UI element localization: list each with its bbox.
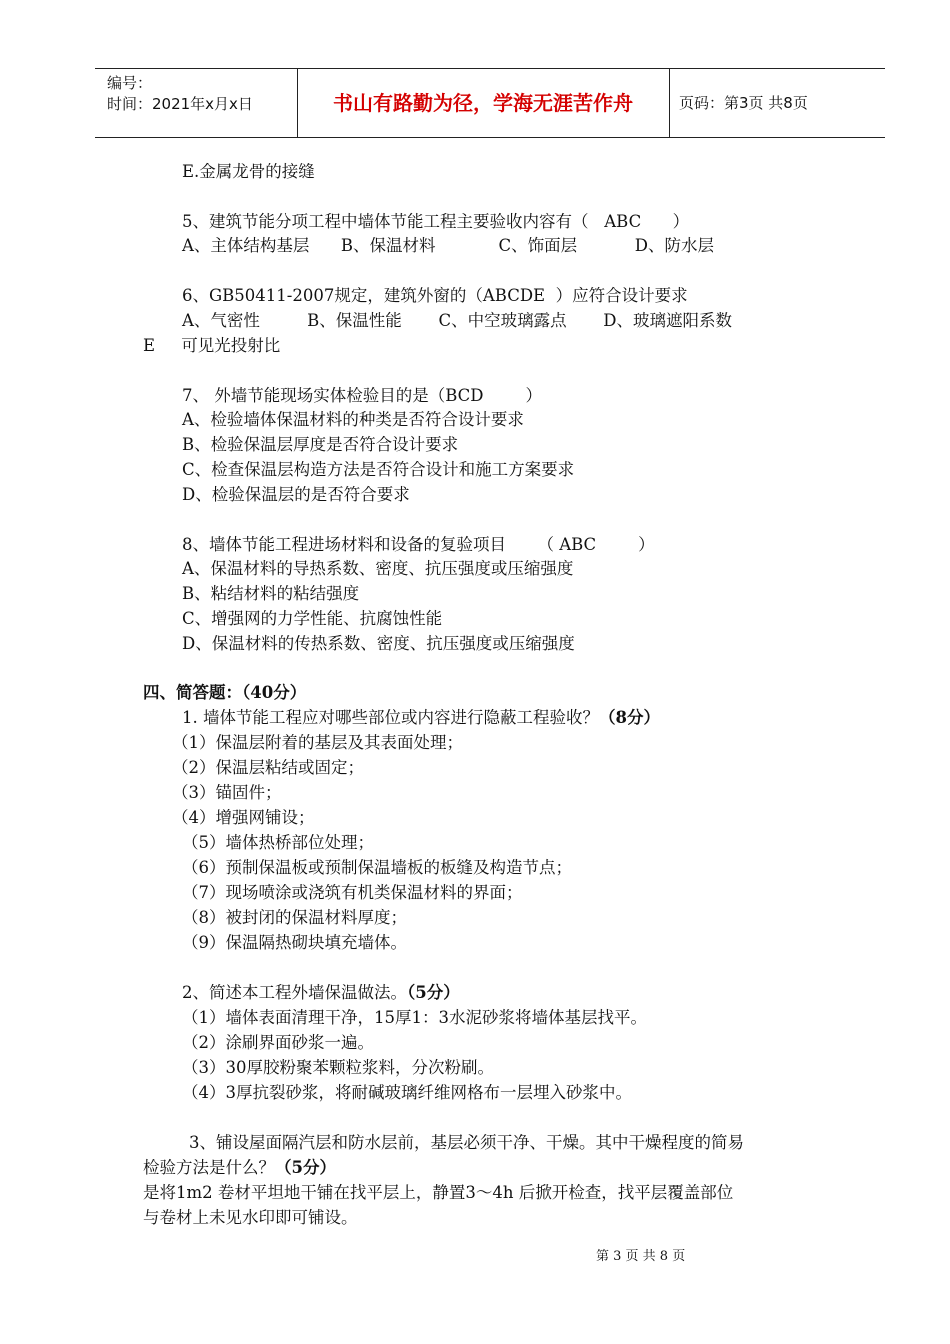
header-meta — [107, 73, 253, 115]
short-question-3-cont: 检验方法是什么？（5分） — [143, 1158, 336, 1177]
answer-item: （5）墙体热桥部位处理； — [182, 833, 374, 852]
answer-text: 是将1m2 卷材平坦地干铺在找平层上，静置3～4h 后掀开检查，找平层覆盖部位 — [143, 1183, 734, 1202]
answer-item: （9）保温隔热砌块填充墙体。 — [182, 933, 407, 952]
score-mark: （5分） — [275, 1158, 336, 1177]
section-heading: 四、简答题：（40分） — [143, 683, 307, 702]
question-8-option-d: D、保温材料的传热系数、密度、抗压强度或压缩强度 — [182, 634, 575, 653]
score-mark: （8分） — [599, 708, 660, 727]
page-indicator: 页码：第3页 共8页 — [679, 94, 808, 112]
question-5: 5、建筑节能分项工程中墙体节能工程主要验收内容有（ ABC ） — [182, 212, 690, 231]
question-6-options: A、气密性 B、保温性能 C、中空玻璃露点 D、玻璃遮阳系数 — [182, 311, 733, 330]
answer-item: （7）现场喷涂或浇筑有机类保温材料的界面； — [182, 883, 523, 902]
answer-item: （1）保温层附着的基层及其表面处理； — [172, 733, 463, 752]
page-header — [95, 68, 885, 138]
answer-item: （1）墙体表面清理干净，15厚1：3水泥砂浆将墙体基层找平。 — [182, 1008, 647, 1027]
question-8-option-c: C、增强网的力学性能、抗腐蚀性能 — [182, 609, 443, 628]
short-question-2: 2、简述本工程外墙保温做法。（5分） — [182, 983, 460, 1002]
question-8-option-a: A、保温材料的导热系数、密度、抗压强度或压缩强度 — [182, 559, 574, 578]
time-label: 时间：2021年x月x日 — [107, 95, 253, 113]
question-5-options: A、主体结构基层 B、保温材料 C、饰面层 D、防水层 — [182, 236, 714, 255]
answer-item: （3）锚固件； — [172, 783, 282, 802]
score-mark: （5分） — [407, 983, 460, 1002]
question-7-option-a: A、检验墙体保温材料的种类是否符合设计要求 — [182, 410, 524, 429]
header-divider — [669, 69, 670, 137]
answer-item: （2）涂刷界面砂浆一遍。 — [182, 1033, 374, 1052]
header-motto: 书山有路勤为径，学海无涯苦作舟 — [333, 91, 633, 115]
short-question-3: 3、铺设屋面隔汽层和防水层前，基层必须干净、干燥。其中干燥程度的简易 — [189, 1133, 744, 1152]
question-7-option-c: C、检查保温层构造方法是否符合设计和施工方案要求 — [182, 460, 575, 479]
short-question-1: 1. 墙体节能工程应对哪些部位或内容进行隐蔽工程验收？（8分） — [182, 708, 660, 727]
answer-item: （4）增强网铺设； — [172, 808, 315, 827]
question-7: 7、 外墙节能现场实体检验目的是（BCD ） — [182, 386, 542, 405]
number-label: 编号： — [107, 74, 153, 92]
question-6-option-e: E 可见光投射比 — [143, 336, 281, 355]
option-e: E.金属龙骨的接缝 — [182, 162, 315, 181]
answer-item: （3）30厚胶粉聚苯颗粒浆料，分次粉刷。 — [182, 1058, 494, 1077]
question-7-option-d: D、检验保温层的是否符合要求 — [182, 485, 410, 504]
question-8: 8、墙体节能工程进场材料和设备的复验项目 （ ABC ） — [182, 535, 655, 554]
page-footer: 第 3 页 共 8 页 — [596, 1249, 686, 1264]
answer-text: 与卷材上未见水印即可铺设。 — [143, 1208, 358, 1227]
answer-item: （6）预制保温板或预制保温墙板的板缝及构造节点； — [182, 858, 572, 877]
answer-item: （8）被封闭的保温材料厚度； — [182, 908, 407, 927]
answer-item: （4）3厚抗裂砂浆，将耐碱玻璃纤维网格布一层埋入砂浆中。 — [182, 1083, 632, 1102]
question-6: 6、GB50411-2007规定，建筑外窗的（ABCDE ）应符合设计要求 — [182, 286, 688, 305]
question-8-option-b: B、粘结材料的粘结强度 — [182, 584, 360, 603]
answer-item: （2）保温层粘结或固定； — [172, 758, 364, 777]
question-7-option-b: B、检验保温层厚度是否符合设计要求 — [182, 435, 459, 454]
